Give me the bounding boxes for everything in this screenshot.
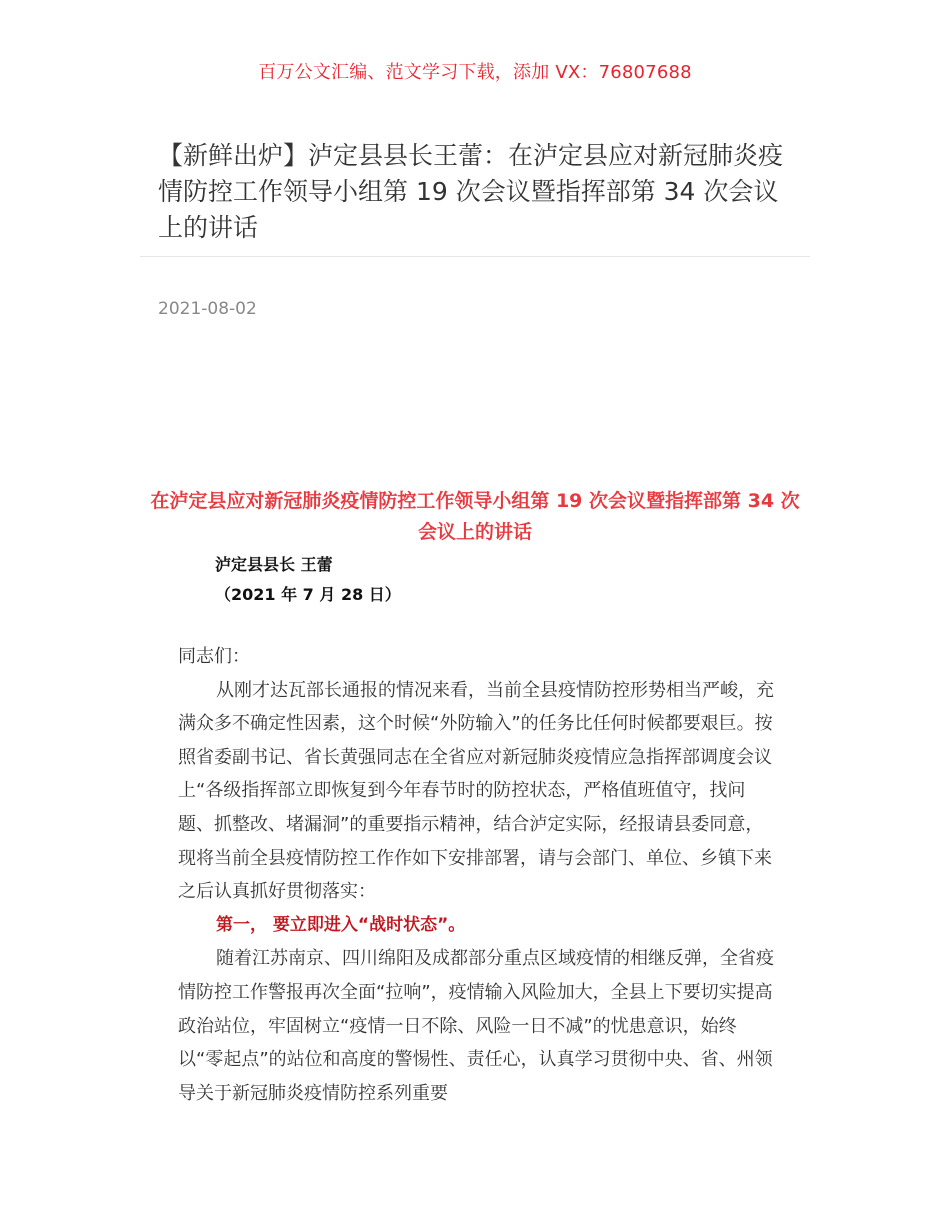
title-divider	[140, 256, 810, 257]
paragraph-intro: 从刚才达瓦部长通报的情况来看，当前全县疫情防控形势相当严峻，充满众多不确定性因素，这个时候“外防输入”的任务比任何时候都要艰巨。按照省委副书记、省长黄强同志在全省应对新冠肺炎疫情应急指挥部调度会议上“各级指挥部立即恢复到今年春节时的防控状态，严格值班值守，找问题、抓整改、堵漏洞”的重要指示精神，结合泸定实际，经报请县委同意，现将当前全县疫情防控工作作如下安排部署，请与会部门、单位、乡镇下来之后认真抓好贯彻落实：	[178, 679, 774, 903]
watermark-banner: 百万公文汇编、范文学习下载，添加 VX：76807688	[258, 62, 692, 83]
speech-body	[178, 640, 776, 1110]
salutation: 同志们：	[178, 646, 250, 667]
paragraph-section-1: 随着江苏南京、四川绵阳及成都部分重点区域疫情的相继反弹，全省疫情防控工作警报再次全面“拉响”，疫情输入风险加大，全县上下要切实提高政治站位，牢固树立“疫情一日不除、风险一日不减”的忧患意识，始终以“零起点”的站位和高度的警惕性、责任心，认真学习贯彻中央、省、州领导关于新冠肺炎疫情防控系列重要	[178, 948, 774, 1104]
speaker-line: 泸定县县长 王蕾	[215, 555, 333, 574]
speech-heading: 在泸定县应对新冠肺炎疫情防控工作领导小组第 19 次会议暨指挥部第 34 次会议上的讲话	[150, 490, 800, 543]
speech-date: （2021 年 7 月 28 日）	[215, 585, 401, 604]
section-heading-1: 第一， 要立即进入“战时状态”。	[216, 914, 466, 935]
article-title: 【新鲜出炉】泸定县县长王蕾：在泸定县应对新冠肺炎疫情防控工作领导小组第 19 次会议暨指挥部第 34 次会议上的讲话	[158, 141, 784, 242]
publish-date: 2021-08-02	[158, 299, 257, 319]
